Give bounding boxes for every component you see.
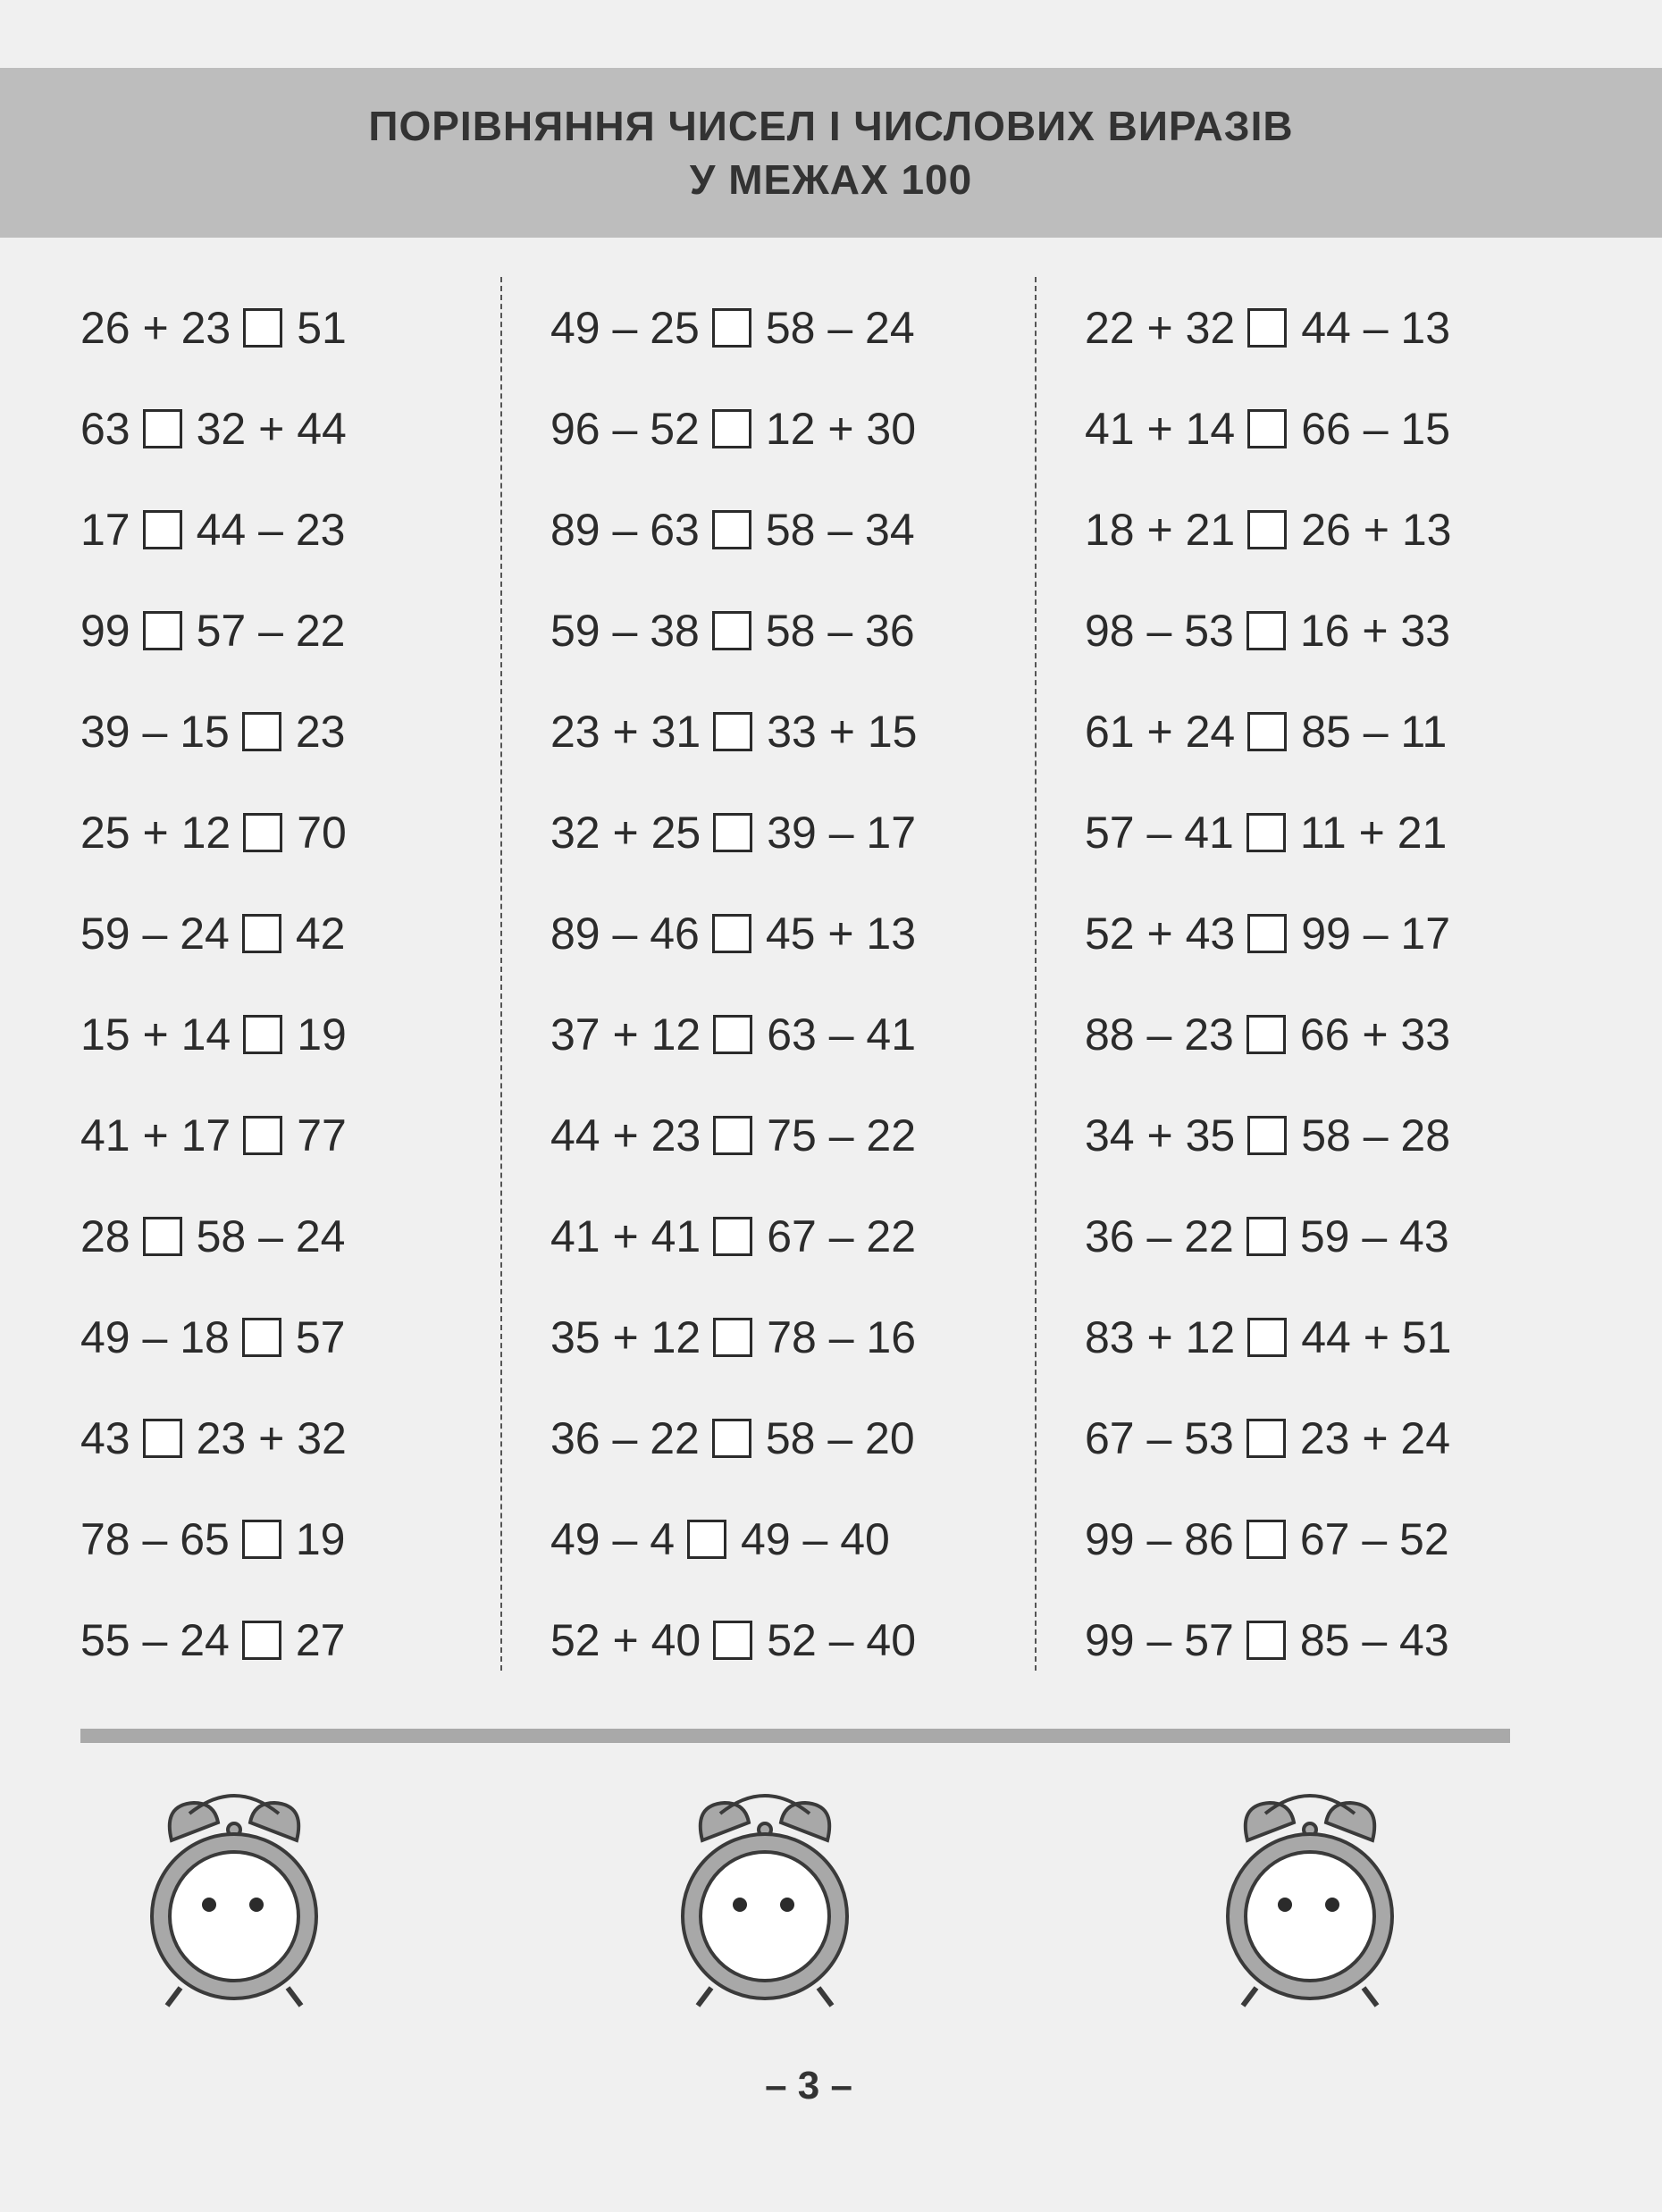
comparison-exercise: [1085, 1286, 1451, 1387]
comparison-answer-box[interactable]: [1246, 611, 1286, 650]
comparison-exercise: [80, 782, 347, 883]
comparison-exercise: [80, 479, 347, 580]
left-expression: 34 + 35: [1085, 1110, 1236, 1160]
comparison-answer-box[interactable]: [242, 914, 281, 953]
comparison-exercise: [550, 681, 917, 782]
left-expression: 49 – 4: [550, 1513, 676, 1564]
comparison-exercise: [550, 1286, 917, 1387]
divider-bar: [80, 1729, 1510, 1743]
left-expression: 32 + 25: [550, 807, 701, 858]
left-expression: 52 + 40: [550, 1614, 701, 1665]
comparison-answer-box[interactable]: [712, 510, 751, 549]
left-expression: 83 + 12: [1085, 1311, 1236, 1362]
left-expression: 18 + 21: [1085, 504, 1236, 555]
comparison-answer-box[interactable]: [712, 308, 751, 348]
comparison-exercise: [550, 378, 917, 479]
comparison-answer-box[interactable]: [1246, 1015, 1286, 1054]
comparison-exercise: [80, 580, 347, 681]
right-expression: 58 – 36: [765, 605, 915, 656]
comparison-answer-box[interactable]: [242, 1318, 281, 1357]
left-expression: 99 – 86: [1085, 1513, 1234, 1564]
comparison-exercise: [1085, 580, 1451, 681]
left-expression: 39 – 15: [80, 706, 230, 757]
right-expression: 58 – 28: [1301, 1110, 1451, 1160]
right-expression: 58 – 24: [765, 302, 915, 353]
comparison-exercise: [1085, 984, 1451, 1085]
left-expression: 49 – 25: [550, 302, 700, 353]
comparison-answer-box[interactable]: [143, 510, 182, 549]
left-expression: 26 + 23: [80, 302, 231, 353]
comparison-answer-box[interactable]: [1247, 308, 1287, 348]
comparison-answer-box[interactable]: [712, 1419, 751, 1458]
comparison-exercise: [1085, 1186, 1451, 1286]
comparison-answer-box[interactable]: [1247, 510, 1287, 549]
comparison-exercise: [80, 681, 347, 782]
left-expression: 49 – 18: [80, 1311, 230, 1362]
exercise-column-2: [550, 277, 917, 1690]
comparison-exercise: [1085, 1387, 1451, 1488]
comparison-answer-box[interactable]: [713, 1116, 752, 1155]
right-expression: 85 – 11: [1301, 706, 1448, 757]
comparison-answer-box[interactable]: [143, 1419, 182, 1458]
right-expression: 23 + 32: [196, 1412, 347, 1463]
comparison-answer-box[interactable]: [687, 1520, 726, 1559]
left-expression: 15 + 14: [80, 1009, 231, 1060]
left-expression: 52 + 43: [1085, 908, 1236, 959]
comparison-answer-box[interactable]: [1246, 1419, 1286, 1458]
comparison-exercise: [1085, 1488, 1451, 1589]
comparison-exercise: [1085, 883, 1451, 984]
left-expression: 36 – 22: [1085, 1211, 1234, 1261]
left-expression: 61 + 24: [1085, 706, 1236, 757]
right-expression: 75 – 22: [767, 1110, 917, 1160]
comparison-exercise: [550, 1085, 917, 1186]
comparison-exercise: [1085, 782, 1451, 883]
left-expression: 41 + 14: [1085, 403, 1236, 454]
right-expression: 19: [295, 1513, 346, 1564]
right-expression: 44 – 13: [1301, 302, 1451, 353]
comparison-exercise: [1085, 479, 1451, 580]
comparison-answer-box[interactable]: [143, 1217, 182, 1256]
comparison-exercise: [1085, 1589, 1451, 1690]
comparison-answer-box[interactable]: [713, 1621, 752, 1660]
comparison-answer-box[interactable]: [712, 409, 751, 448]
comparison-exercise: [1085, 277, 1451, 378]
comparison-exercise: [80, 277, 347, 378]
comparison-exercise: [550, 1589, 917, 1690]
page-number: – 3 –: [765, 2064, 852, 2107]
left-expression: 55 – 24: [80, 1614, 230, 1665]
right-expression: 23 + 24: [1299, 1412, 1451, 1463]
left-expression: 23 + 31: [550, 706, 701, 757]
comparison-answer-box[interactable]: [1246, 1520, 1286, 1559]
comparison-exercise: [550, 277, 917, 378]
exercise-grid: [0, 277, 1662, 1680]
comparison-answer-box[interactable]: [712, 611, 751, 650]
page-title-line-1: ПОРІВНЯННЯ ЧИСЕЛ І ЧИСЛОВИХ ВИРАЗІВ: [368, 103, 1294, 149]
comparison-answer-box[interactable]: [143, 611, 182, 650]
comparison-exercise: [80, 1488, 347, 1589]
right-expression: 19: [297, 1009, 347, 1060]
right-expression: 57: [295, 1311, 346, 1362]
comparison-answer-box[interactable]: [242, 1520, 281, 1559]
comparison-exercise: [80, 1589, 347, 1690]
left-expression: 22 + 32: [1085, 302, 1236, 353]
left-expression: 41 + 17: [80, 1110, 231, 1160]
comparison-exercise: [1085, 681, 1451, 782]
right-expression: 12 + 30: [765, 403, 917, 454]
left-expression: 67 – 53: [1085, 1412, 1234, 1463]
comparison-exercise: [550, 984, 917, 1085]
comparison-exercise: [80, 378, 347, 479]
right-expression: 77: [297, 1110, 347, 1160]
comparison-answer-box[interactable]: [243, 1116, 282, 1155]
page-header: [0, 68, 1662, 238]
alarm-clock-icon: [1221, 1787, 1399, 2019]
right-expression: 23: [295, 706, 346, 757]
comparison-exercise: [80, 984, 347, 1085]
right-expression: 67 – 52: [1299, 1513, 1449, 1564]
comparison-exercise: [550, 1488, 917, 1589]
left-expression: 43: [80, 1412, 130, 1463]
exercise-column-3: [1085, 277, 1451, 1690]
left-expression: 28: [80, 1211, 130, 1261]
right-expression: 66 + 33: [1299, 1009, 1451, 1060]
alarm-clock-icon: [676, 1787, 854, 2019]
comparison-answer-box[interactable]: [713, 1217, 752, 1256]
left-expression: 37 + 12: [550, 1009, 701, 1060]
right-expression: 78 – 16: [767, 1311, 917, 1362]
right-expression: 63 – 41: [767, 1009, 917, 1060]
right-expression: 58 – 20: [765, 1412, 915, 1463]
page-title-line-2: У МЕЖАХ 100: [689, 156, 973, 203]
comparison-answer-box[interactable]: [242, 712, 281, 751]
comparison-exercise: [550, 1186, 917, 1286]
right-expression: 11 + 21: [1299, 807, 1448, 858]
left-expression: 63: [80, 403, 130, 454]
left-expression: 25 + 12: [80, 807, 231, 858]
right-expression: 16 + 33: [1299, 605, 1451, 656]
right-expression: 66 – 15: [1301, 403, 1451, 454]
comparison-exercise: [80, 1085, 347, 1186]
left-expression: 41 + 41: [550, 1211, 701, 1261]
comparison-answer-box[interactable]: [243, 1015, 282, 1054]
comparison-exercise: [550, 479, 917, 580]
comparison-answer-box[interactable]: [1247, 1318, 1287, 1357]
right-expression: 27: [295, 1614, 346, 1665]
right-expression: 39 – 17: [767, 807, 917, 858]
right-expression: 58 – 34: [765, 504, 915, 555]
comparison-answer-box[interactable]: [143, 409, 182, 448]
left-expression: 96 – 52: [550, 403, 700, 454]
right-expression: 44 + 51: [1301, 1311, 1452, 1362]
comparison-exercise: [550, 883, 917, 984]
comparison-exercise: [80, 883, 347, 984]
comparison-answer-box[interactable]: [713, 712, 752, 751]
left-expression: 57 – 41: [1085, 807, 1234, 858]
right-expression: 32 + 44: [196, 403, 347, 454]
comparison-answer-box[interactable]: [243, 308, 282, 348]
left-expression: 35 + 12: [550, 1311, 701, 1362]
left-expression: 88 – 23: [1085, 1009, 1234, 1060]
right-expression: 99 – 17: [1301, 908, 1451, 959]
comparison-answer-box[interactable]: [1247, 1116, 1287, 1155]
left-expression: 99 – 57: [1085, 1614, 1234, 1665]
right-expression: 70: [297, 807, 347, 858]
right-expression: 57 – 22: [196, 605, 346, 656]
left-expression: 17: [80, 504, 130, 555]
alarm-clock-icon: [145, 1787, 323, 2019]
right-expression: 59 – 43: [1299, 1211, 1449, 1261]
comparison-answer-box[interactable]: [1247, 409, 1287, 448]
comparison-answer-box[interactable]: [713, 1015, 752, 1054]
left-expression: 89 – 63: [550, 504, 700, 555]
right-expression: 85 – 43: [1299, 1614, 1449, 1665]
comparison-exercise: [550, 782, 917, 883]
comparison-answer-box[interactable]: [243, 813, 282, 852]
comparison-answer-box[interactable]: [1246, 1621, 1286, 1660]
right-expression: 52 – 40: [767, 1614, 917, 1665]
exercise-column-1: [80, 277, 347, 1690]
comparison-exercise: [1085, 1085, 1451, 1186]
right-expression: 67 – 22: [767, 1211, 917, 1261]
comparison-exercise: [550, 1387, 917, 1488]
comparison-answer-box[interactable]: [1246, 1217, 1286, 1256]
left-expression: 44 + 23: [550, 1110, 701, 1160]
left-expression: 59 – 38: [550, 605, 700, 656]
left-expression: 98 – 53: [1085, 605, 1234, 656]
left-expression: 78 – 65: [80, 1513, 230, 1564]
right-expression: 45 + 13: [765, 908, 917, 959]
comparison-exercise: [1085, 378, 1451, 479]
right-expression: 51: [297, 302, 347, 353]
comparison-answer-box[interactable]: [1247, 914, 1287, 953]
comparison-answer-box[interactable]: [1247, 712, 1287, 751]
comparison-exercise: [550, 580, 917, 681]
comparison-exercise: [80, 1186, 347, 1286]
right-expression: 26 + 13: [1301, 504, 1452, 555]
left-expression: 89 – 46: [550, 908, 700, 959]
left-expression: 36 – 22: [550, 1412, 700, 1463]
comparison-answer-box[interactable]: [713, 1318, 752, 1357]
right-expression: 44 – 23: [196, 504, 346, 555]
comparison-answer-box[interactable]: [712, 914, 751, 953]
right-expression: 42: [295, 908, 346, 959]
comparison-exercise: [80, 1387, 347, 1488]
comparison-exercise: [80, 1286, 347, 1387]
comparison-answer-box[interactable]: [1246, 813, 1286, 852]
comparison-answer-box[interactable]: [242, 1621, 281, 1660]
left-expression: 59 – 24: [80, 908, 230, 959]
right-expression: 49 – 40: [741, 1513, 890, 1564]
left-expression: 99: [80, 605, 130, 656]
comparison-answer-box[interactable]: [713, 813, 752, 852]
right-expression: 58 – 24: [196, 1211, 346, 1261]
right-expression: 33 + 15: [767, 706, 918, 757]
